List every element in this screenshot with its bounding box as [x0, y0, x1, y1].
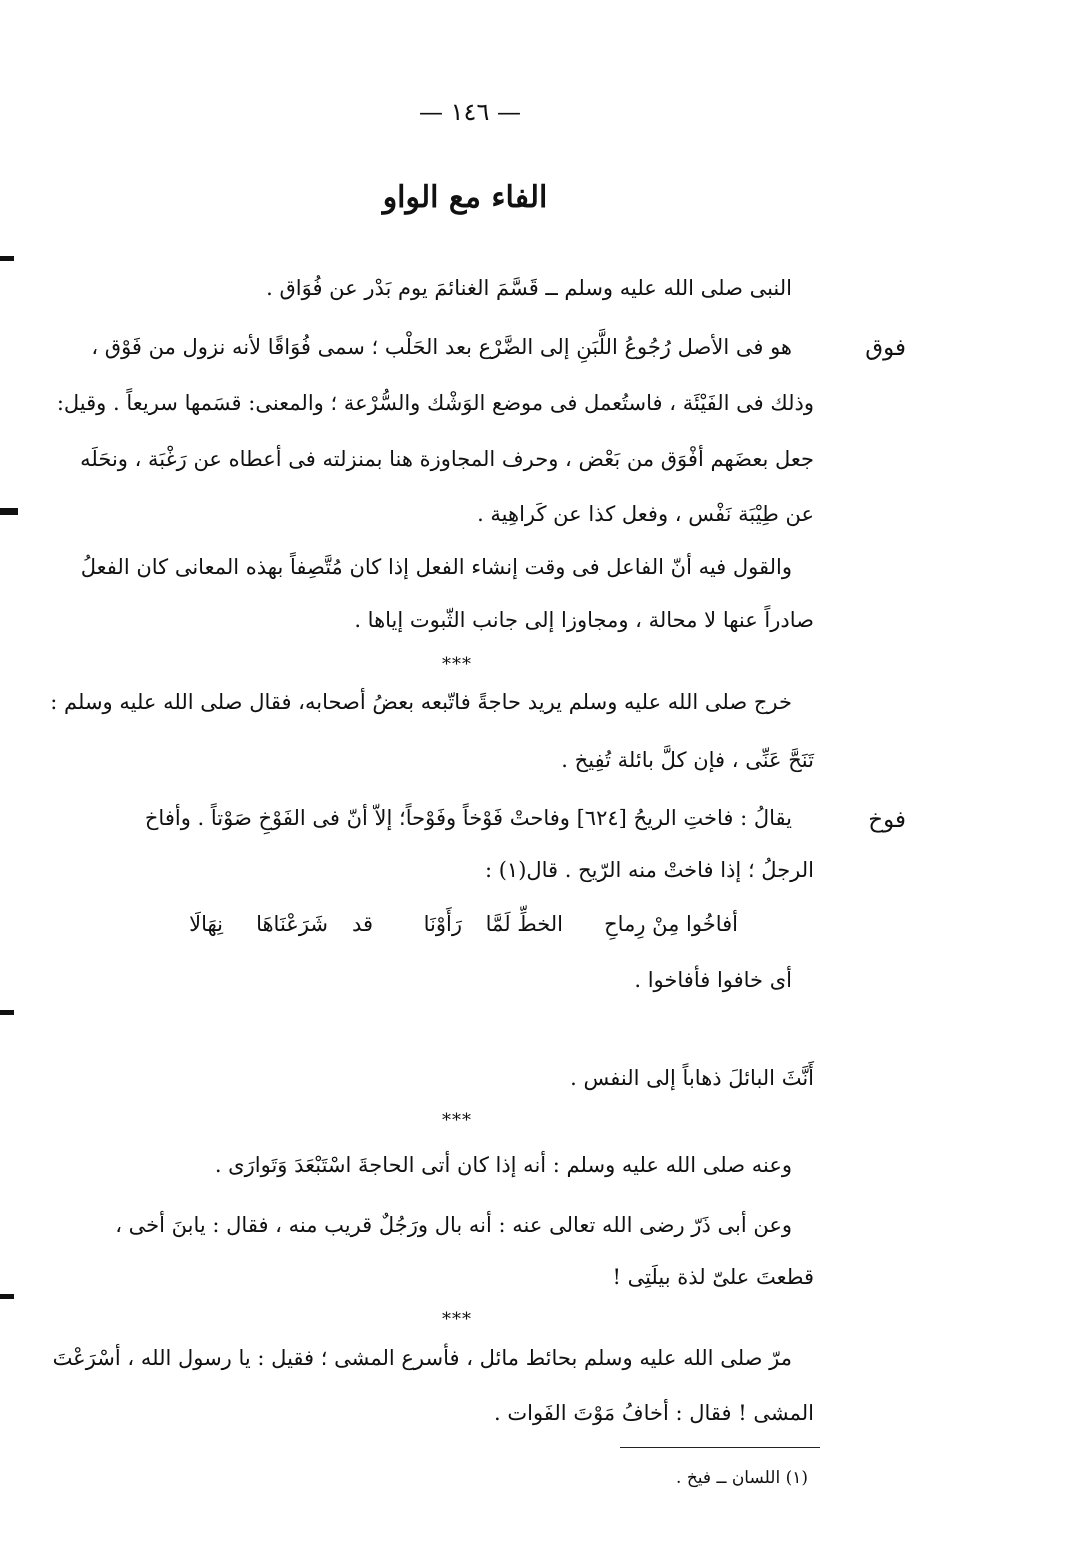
text-line: وعن أبى ذَرّ رضى الله تعالى عنه : أنه بال ورَجُلٌ قريب منه ، فقال : يابنَ أخى ،: [115, 1213, 792, 1237]
scan-edge-mark: [0, 1294, 14, 1299]
text-line: هو فى الأصل رُجُوعُ اللَّبَنِ إلى الضَّرْع بعد الحَلْب ؛ سمى فُوَاقًا لأنه نزول من فَوْق ،: [91, 335, 792, 359]
margin-headword: فوق: [865, 335, 906, 361]
text-line: يقالُ : فاختِ الريحُ [٦٢٤] وفاحتْ فَوْخاً وفَوْحاً؛ إلاّ أنّ فى الفَوْخِ صَوْتاً . وأفاخ: [144, 806, 792, 830]
scan-edge-mark: [0, 508, 18, 515]
section-heading: الفاء مع الواو: [382, 180, 548, 215]
text-line: تَنَحَّ عَنِّى ، فإن كلَّ بائلة تُفِيخ .: [561, 748, 814, 772]
text-line: خرج صلى الله عليه وسلم يريد حاجةً فاتّبعه بعضُ أصحابه، فقال صلى الله عليه وسلم :: [50, 690, 792, 714]
margin-headword: فوخ: [868, 807, 906, 833]
verse-word: أفاخُوا مِنْ رِماحِ: [604, 912, 738, 936]
text-line: وعنه صلى الله عليه وسلم : أنه إذا كان أتى الحاجةَ اسْتَبْعَدَ وَتَوارَى .: [214, 1153, 792, 1177]
verse-word: قد: [351, 912, 373, 936]
footnote: (١) اللسان ــ فيخ .: [676, 1468, 808, 1488]
scan-edge-mark: [0, 256, 14, 261]
verse-word: شَرَعْنَاهَا: [256, 912, 328, 936]
section-separator: ***: [442, 654, 472, 675]
text-line: النبى صلى الله عليه وسلم ــ قَسَّمَ الغنائمَ يوم بَدْر عن فُوَاق .: [266, 276, 792, 300]
text-line: أى خافوا فأفاخوا .: [634, 968, 792, 992]
section-separator: ***: [442, 1110, 472, 1131]
text-line: المشى ! فقال : أخافُ مَوْتَ الفَوات .: [493, 1401, 814, 1425]
footnote-divider: [620, 1447, 820, 1448]
text-line: عن طِيْبَة نَفْس ، وفعل كذا عن كَراهِية .: [477, 502, 814, 526]
text-line: وذلك فى الفَيْئَة ، فاستُعمل فى موضع الوَشْك والسُّرْعة ؛ والمعنى: قسَمها سريعاً . وقيل:: [56, 391, 814, 415]
text-line: قطعتَ علىّ لذة بيلَتِى !: [612, 1265, 814, 1289]
text-line: صادراً عنها لا محالة ، ومجاوزا إلى جانب الثّبوت إياها .: [354, 608, 814, 632]
verse-word: رَأَوْنَا: [423, 912, 462, 936]
text-line: الرجلُ ؛ إذا فاختْ منه الرّيح . قال(١) :: [484, 858, 814, 882]
text-line: والقول فيه أنّ الفاعل فى وقت إنشاء الفعل إذا كان مُتَّصِفاً بهذه المعانى كان الفعلُ: [80, 555, 792, 579]
text-line: جعل بعضَهم أفْوَق من بَعْض ، وحرف المجاوزة هنا بمنزلته فى أعطاه عن رَغْبَة ، ونحَلَه: [80, 447, 814, 471]
scan-edge-mark: [0, 1010, 14, 1015]
verse-word: نِهَالَا: [189, 912, 223, 936]
text-line: أَنَّثَ البائلَ ذهاباً إلى النفس .: [570, 1066, 814, 1090]
section-separator: ***: [442, 1309, 472, 1330]
page-number: — ١٤٦ —: [419, 98, 521, 126]
verse-word: الخطِّ لَمَّا: [485, 912, 563, 936]
text-line: مرّ صلى الله عليه وسلم بحائط مائل ، فأسرع المشى ؛ فقيل : يا رسول الله ، أسْرَعْتَ: [52, 1346, 792, 1370]
